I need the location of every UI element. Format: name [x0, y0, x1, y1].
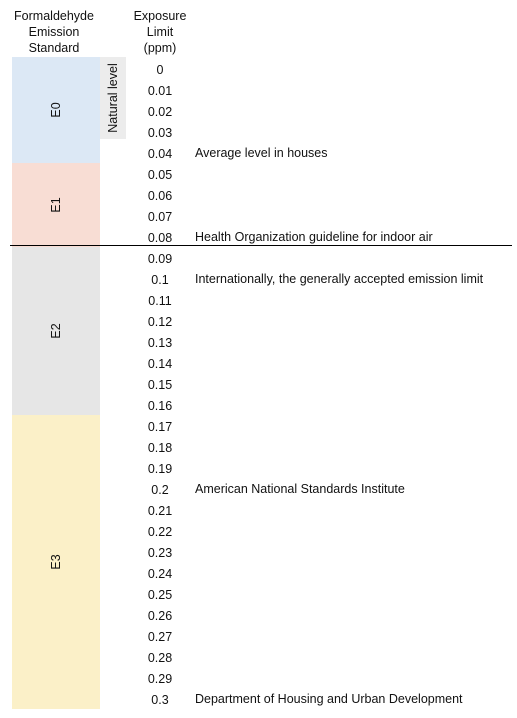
tick-label: 0.11 [148, 294, 172, 308]
band-e0 [12, 57, 100, 163]
tick-label: 0.03 [147, 126, 173, 140]
tick-label: 0.02 [147, 105, 173, 119]
tick-label: 0.23 [147, 546, 173, 560]
tick-label: 0.24 [147, 567, 173, 581]
band-label: E0 [49, 102, 63, 118]
tick-label: 0.29 [147, 672, 173, 686]
band-e3 [12, 415, 100, 709]
tick-label: 0.07 [147, 210, 173, 224]
tick-label: 0.22 [147, 525, 173, 539]
tick-label: 0.18 [147, 441, 173, 455]
tick-label: 0.21 [147, 504, 173, 518]
standard-header-line-3: Standard [28, 41, 80, 55]
limit-header-line-1: Exposure [133, 9, 187, 23]
tick-label: 0.04 [147, 147, 173, 161]
annotation-text: Internationally, the generally accepted emission limit [195, 272, 484, 286]
tick-label: 0.01 [147, 84, 173, 98]
tick-label: 0.16 [147, 399, 173, 413]
tick-label: 0.09 [147, 252, 173, 266]
standard-column-header [6, 8, 102, 56]
tick-label: 0.19 [147, 462, 173, 476]
limit-header-line-2: Limit [146, 25, 174, 39]
tick-label: 0.05 [147, 168, 173, 182]
band-label: E2 [49, 323, 63, 339]
standard-header-line-1: Formaldehyde [14, 9, 94, 23]
band-label: E3 [49, 554, 63, 570]
tick-label: 0.27 [147, 630, 173, 644]
tick-label: 0.17 [147, 420, 173, 434]
annotation-text: Health Organization guideline for indoor air [195, 230, 433, 244]
natural-level-label: Natural level [106, 63, 120, 133]
tick-label: 0.15 [147, 378, 173, 392]
annotation-text: American National Standards Institute [195, 482, 405, 496]
tick-label: 0.2 [151, 483, 169, 497]
tick-label: 0.28 [147, 651, 173, 665]
band-e2 [12, 247, 100, 415]
limit-column-header [126, 8, 194, 56]
annotation-text: Department of Housing and Urban Development [195, 692, 463, 706]
tick-label: 0.1 [151, 273, 169, 287]
natural-level-box [100, 57, 126, 139]
limit-header-line-3: (ppm) [143, 41, 177, 55]
standard-header-line-2: Emission [28, 25, 80, 39]
annotation-text: Average level in houses [195, 146, 328, 160]
threshold-divider-line [10, 245, 512, 246]
tick-label: 0.08 [147, 231, 173, 245]
band-label: E1 [49, 197, 63, 213]
tick-label: 0.12 [147, 315, 173, 329]
tick-label: 0.06 [147, 189, 173, 203]
band-e1 [12, 163, 100, 247]
tick-label: 0.14 [147, 357, 173, 371]
tick-label: 0.13 [147, 336, 173, 350]
tick-label: 0 [156, 63, 164, 77]
tick-label: 0.26 [147, 609, 173, 623]
tick-label: 0.3 [151, 693, 169, 707]
tick-label: 0.25 [147, 588, 173, 602]
